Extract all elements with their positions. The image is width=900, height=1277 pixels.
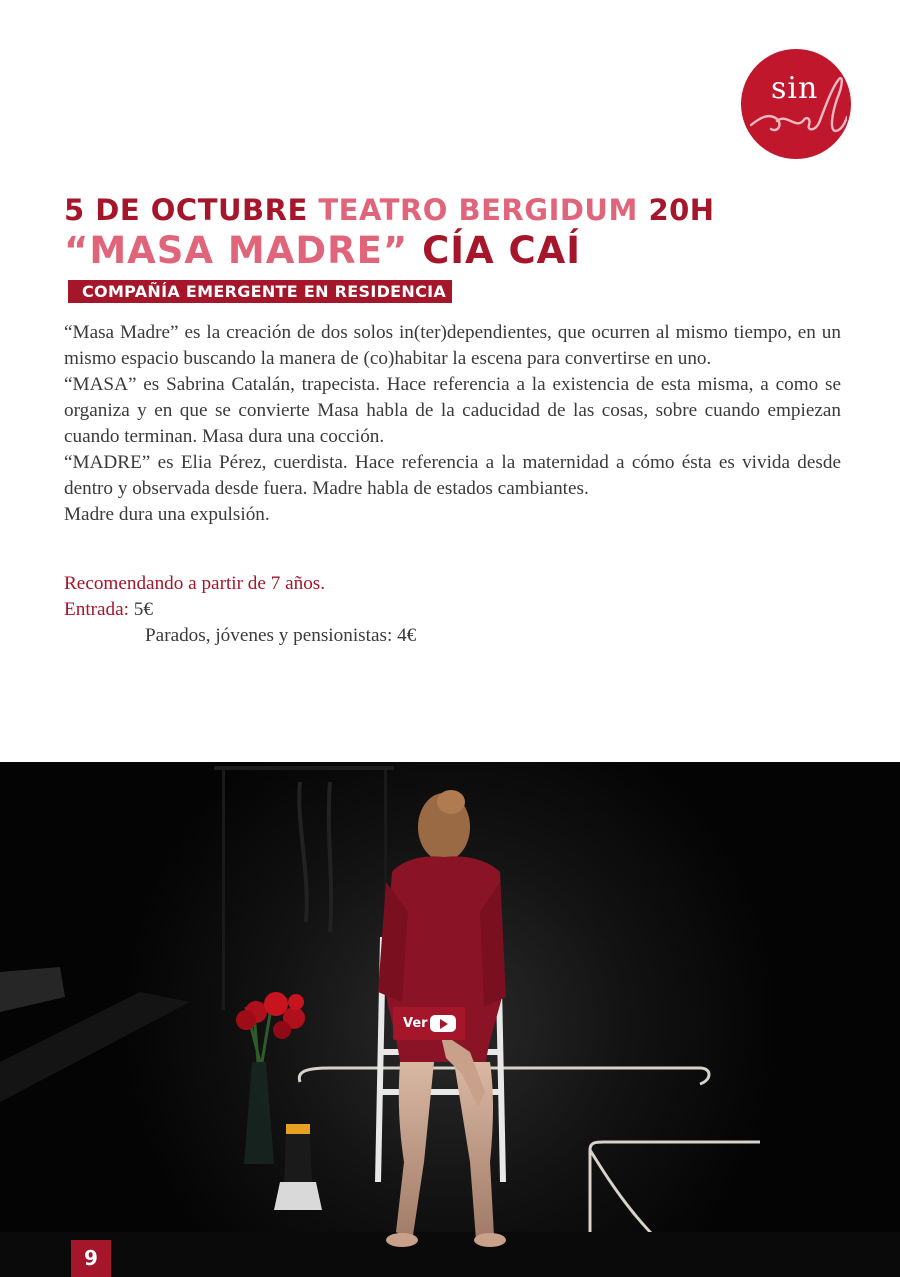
entry-line (64, 597, 764, 623)
show-title: “MASA MADRE” (64, 229, 409, 272)
event-time: 20H (648, 193, 715, 227)
description-paragraph: “MASA” es Sabrina Catalán, trapecista. Hace referencia a la existencia de esta misma, a como se organiza y en que se convierte Masa habla de la caducidad de las cosas, sobre cuando empiezan cuando terminan. Masa dura una cocción. (64, 374, 841, 447)
entry-price: 5€ (133, 599, 153, 620)
description-paragraph: “MADRE” es Elia Pérez, cuerdista. Hace referencia a la maternidad a cómo ésta es vivida desde dentro y observada desde fuera. Madre habla de estados cambiantes. (64, 452, 841, 499)
description-paragraph: Madre dura una expulsión. (64, 504, 270, 525)
play-button-label: Ver (403, 1016, 428, 1031)
age-recommendation: Recomendando a partir de 7 años. (64, 573, 326, 594)
entry-label: Entrada: (64, 599, 129, 620)
logo-text: sin (771, 71, 819, 106)
play-video-button[interactable] (393, 1007, 465, 1040)
ticket-info (64, 571, 764, 649)
page-number: 9 (71, 1240, 111, 1277)
event-venue: TEATRO BERGIDUM (318, 193, 638, 227)
show-description (64, 320, 841, 528)
company-name: CÍA CAÍ (422, 229, 582, 272)
event-date: 5 DE OCTUBRE (64, 193, 308, 227)
show-title-line (64, 228, 581, 274)
sin-red-logo (741, 49, 851, 159)
residency-band: COMPAÑÍA EMERGENTE EN RESIDENCIA (68, 280, 452, 303)
reduced-price: Parados, jóvenes y pensionistas: 4€ (145, 625, 417, 646)
event-date-line (64, 192, 715, 228)
description-paragraph: “Masa Madre” es la creación de dos solos in(ter)dependientes, que ocurren al mismo tiempo, en un mismo espacio buscando la manera de (co)habitar la escena para convertirse en uno. (64, 322, 841, 369)
play-icon (430, 1015, 456, 1032)
